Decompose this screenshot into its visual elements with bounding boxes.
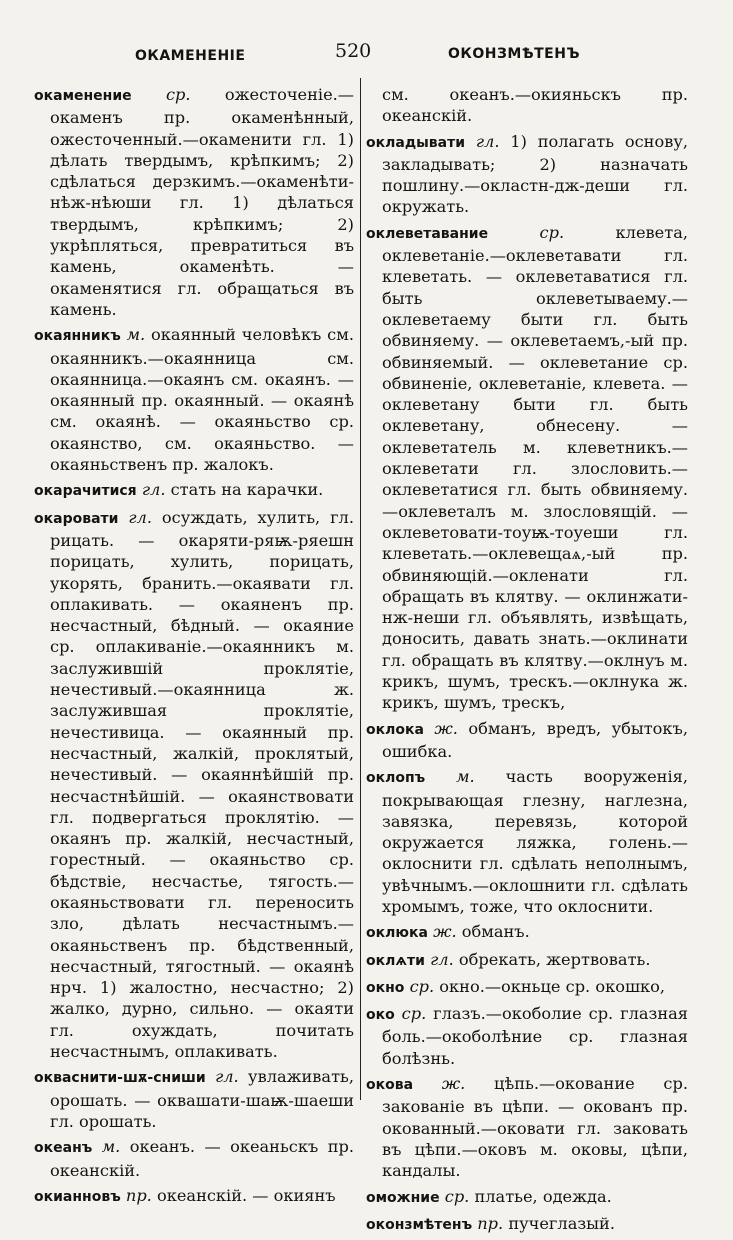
dictionary-entry (34, 1136, 354, 1181)
entry-grammar: ср. (539, 222, 565, 242)
entry-headword: оможние (366, 1189, 440, 1206)
entry-definition: увлаживать, орошать. — оквашати-шаѭ-шаеши гл. орошать. (50, 1067, 354, 1131)
entry-headword: окаменение (34, 88, 132, 104)
entry-definition: см. океанъ.—окияньскъ пр. океанскій. (382, 85, 688, 126)
entry-definition: 1) полагать основу, закладывать; 2) назначать пошлину.—окластн-дж-деши гл. окружать. (382, 131, 688, 217)
page-number: 520 (335, 40, 372, 62)
dictionary-entry (366, 718, 688, 763)
entry-grammar: пр. (125, 1185, 152, 1205)
entry-definition: осуждать, хулить, гл. рицать. — окаряти-ряѭ-ряешн порицать, хулить, порицать, укорять, бранить.—окаявати гл. оплакивать. — окаяненъ пр. несчастный, бѣдный. — окаяние ср. оплакиваніе.—окаянникъ м. заслужившій проклятіе, нечестивый.—окаянница ж. заслужившая проклятіе, нечестивица. — окаянный пр. несчастный, жалкій, проклятый, нечестивый. — окаяннѣйшій пр. несчастнѣйшій. — окаянствовати гл. подвергаться проклятію. — окаянъ пр. жалкій, несчастный, горестный. — окаяньство ср. бѣдствіе, несчастье, тягость.—окаяньствовати гл. переносить зло, дѣлать несчастнымъ.—окаяньственъ пр. бѣдственный, несчастный, тягостный. — окаянѣ нрч. 1) жалостно, несчастно; 2) жалко, дурно, сильно. — окаяти гл. охуждать, почитать несчастнымъ, оплакивать. (50, 507, 354, 1062)
entry-grammar: пр. (477, 1213, 504, 1233)
dictionary-entry (366, 1186, 688, 1209)
entry-definition: обманъ, вредъ, убытокъ, ошибка. (382, 718, 688, 761)
dictionary-entry (34, 1066, 354, 1132)
entry-headword: окаянникъ (34, 328, 121, 345)
entry-grammar: ср. (409, 976, 435, 996)
entry-headword: оклюка (366, 925, 428, 942)
entry-headword: око (366, 1007, 395, 1024)
entry-definition: клевета, оклеветаніе.—оклеветавати гл. клеветать. — оклеветаватися гл. быть оклеветываему.—оклеветаему быти гл. быть обвиняему. — оклеветаемъ,-ый пр. обвиняемый. — оклеветание ср. обвиненіе, оклеветаніе, клевета. — оклеветану быти гл. быть оклеветану, обнесену. — оклеветатель м. клеветникъ.—оклеветати гл. злословить.—оклеветатися гл. быть обвиняему.—оклеветалъ м. злословящій. — оклеветовати-тоуѭ-тоуеши гл. клеветать.—оклевещаѧ,-ый пр. обвиняющій.—окленати гл. обращать въ клятву. — оклинжати-нж-неши гл. объявлять, извѣщать, доносить, давать знать.—оклинати гл. обращать въ клятву.—оклнуъ м. крикъ, шумъ, трескъ.—оклнука ж. крикъ, шумъ, трескъ, (382, 222, 688, 713)
dictionary-entry (34, 479, 354, 502)
dictionary-entry (366, 1213, 688, 1236)
page-header (0, 40, 733, 74)
entry-headword: окно (366, 979, 405, 996)
entry-definition: глазъ.—окоболие ср. глазная боль.—окоболѣние ср. глазная болѣзнь. (382, 1004, 688, 1068)
entry-headword: оклопъ (366, 770, 426, 787)
running-head-left: ОКАМЕНЕНІЕ (135, 48, 246, 64)
entry-definition: обрекать, жертвовать. (453, 949, 651, 969)
entry-definition: пучеглазый. (503, 1213, 615, 1233)
running-head-right: ОКОНЗМѢТЕНЪ (448, 46, 581, 62)
entry-headword: оклока (366, 721, 424, 738)
dictionary-entry (34, 1185, 354, 1208)
entry-definition: стать на карачки. (165, 480, 324, 500)
dictionary-entry (34, 84, 354, 320)
entry-definition: ожесточеніе.—окаменъ пр. окаменѣнный, ожесточенный.—окаменити гл. 1) дѣлать твердымъ, крѣпкимъ; 2) сдѣлаться дерзкимъ.—окаменѣти-нѣж-нѣюши гл. 1) дѣлаться твердымъ, крѣпкимъ; 2) укрѣпляться, превратиться въ камень, окаменѣть. — окаменятися гл. обращаться въ камень. (50, 85, 354, 319)
entry-headword: оконзмѣтенъ (366, 1216, 473, 1233)
entry-headword: окарачитися (34, 483, 137, 500)
entry-definition: окаянный человѣкъ см. окаянникъ.—окаянница см. окаянница.—окаянъ см. окаянъ. — окаянный пр. окаянный. — окаянѣ см. окаянѣ. — окаяньство ср. окаянство, см. окаяньство. — окаяньственъ пр. жалокъ. (50, 325, 354, 475)
dictionary-entry (366, 1003, 688, 1069)
right-column (366, 84, 688, 1240)
entry-grammar: ср. (401, 1004, 427, 1024)
entry-grammar: гл. (215, 1067, 239, 1087)
entry-grammar: ж. (433, 922, 457, 942)
entry-headword: окладывати (366, 134, 466, 151)
entry-definition: обманъ. (456, 922, 530, 942)
dictionary-entry (366, 766, 688, 917)
dictionary-entry (366, 949, 688, 972)
column-divider (360, 78, 361, 1100)
entry-headword: окова (366, 1077, 414, 1094)
entry-grammar: ср. (444, 1186, 470, 1206)
entry-definition: часть вооруженія, покрывающая глезну, наглезна, завязка, перевязь, которой окружается ляжка, голень.—оклоснити гл. сдѣлать неполнымъ, увѣчнымъ.—оклошнити гл. сдѣлать хромымъ, тоже, что оклоснити. (382, 767, 688, 916)
entry-grammar: гл. (141, 480, 166, 500)
entry-headword: океанъ (34, 1140, 93, 1157)
entry-grammar: ср. (165, 85, 191, 104)
entry-headword: окваснити-шѫ-сниши (34, 1070, 206, 1087)
entry-grammar: гл. (128, 507, 152, 527)
left-column (34, 84, 354, 1212)
entry-definition: платье, одежда. (469, 1186, 612, 1206)
entry-grammar: м. (456, 767, 475, 787)
dictionary-entry (34, 324, 354, 475)
entry-definition: океанскій. — окиянъ (151, 1185, 336, 1205)
entry-definition: океанъ. — океаньскъ пр. океанскій. (50, 1137, 354, 1180)
entry-headword: оклѧти (366, 952, 425, 969)
entry-grammar: гл. (430, 949, 454, 969)
entry-headword: окианновъ (34, 1188, 121, 1205)
dictionary-entry (366, 976, 688, 999)
dictionary-entry (366, 222, 688, 714)
entry-grammar: гл. (475, 131, 500, 151)
entry-headword: окаровати (34, 510, 119, 527)
entry-grammar: м. (101, 1137, 121, 1157)
dictionary-entry (34, 507, 354, 1063)
dictionary-entry (366, 84, 688, 127)
dictionary-entry (366, 921, 688, 944)
entry-grammar: м. (126, 325, 146, 345)
dictionary-entry (366, 1073, 688, 1181)
dictionary-entry (366, 131, 688, 218)
entry-grammar: ж. (434, 718, 458, 738)
entry-grammar: ж. (441, 1074, 466, 1094)
entry-headword: оклеветавание (366, 225, 489, 242)
entry-definition: цѣпь.—окование ср. закованіе въ цѣпи. — окованъ пр. окованный.—оковати гл. заковать въ цѣпи.—оковъ м. оковы, цѣпи, кандалы. (382, 1074, 688, 1181)
entry-definition: окно.—окньце ср. окошко, (434, 976, 666, 996)
